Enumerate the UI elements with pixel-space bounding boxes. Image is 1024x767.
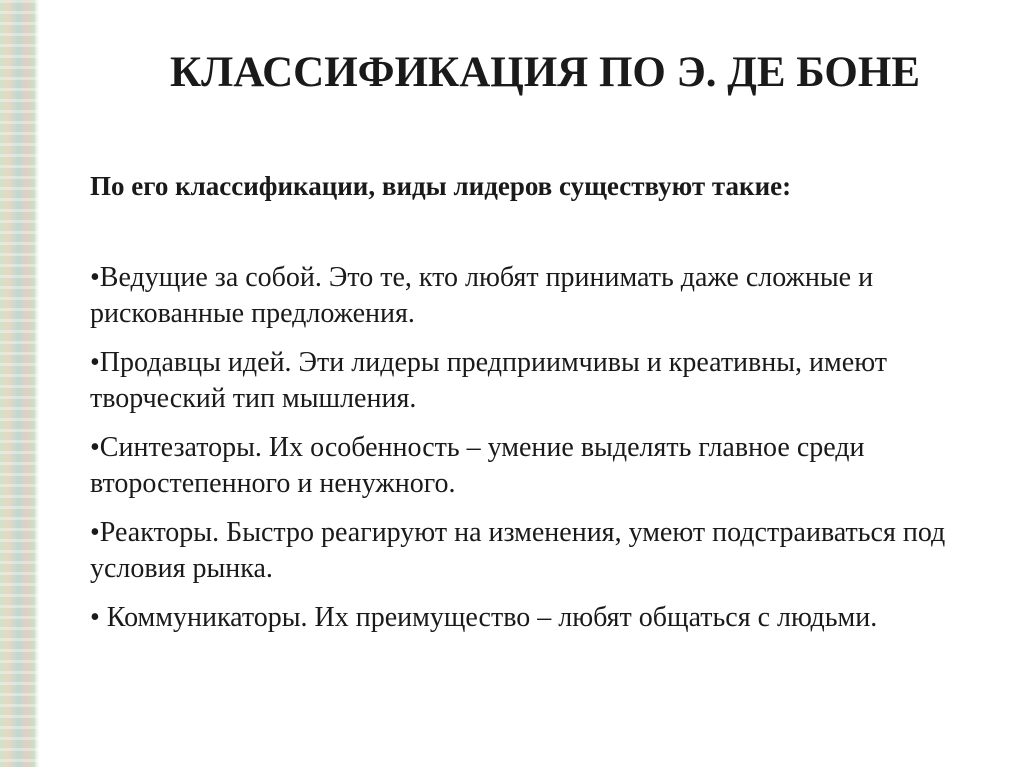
intro-text: По его классификации, виды лидеров существуют такие: [90, 171, 792, 201]
list-item: •Синтезаторы. Их особенность – умение выделять главное среди второстепенного и ненужного. [90, 432, 865, 499]
slide-body [90, 168, 970, 649]
slide-title: КЛАССИФИКАЦИЯ ПО Э. ДЕ БОНЕ [169, 49, 921, 96]
list-item: • Коммуникаторы. Их преимущество – любят общаться с людьми. [90, 602, 878, 633]
list-item: •Ведущие за собой. Это те, кто любят принимать даже сложные и рискованные предложения. [90, 262, 874, 329]
list-item: •Реакторы. Быстро реагируют на изменения, умеют подстраиваться под условия рынка. [90, 517, 946, 584]
decorative-side-strip [0, 0, 40, 767]
list-item: •Продавцы идей. Эти лидеры предприимчивы и креативны, имеют творческий тип мышления. [90, 347, 887, 414]
leader-types-list [90, 260, 970, 636]
